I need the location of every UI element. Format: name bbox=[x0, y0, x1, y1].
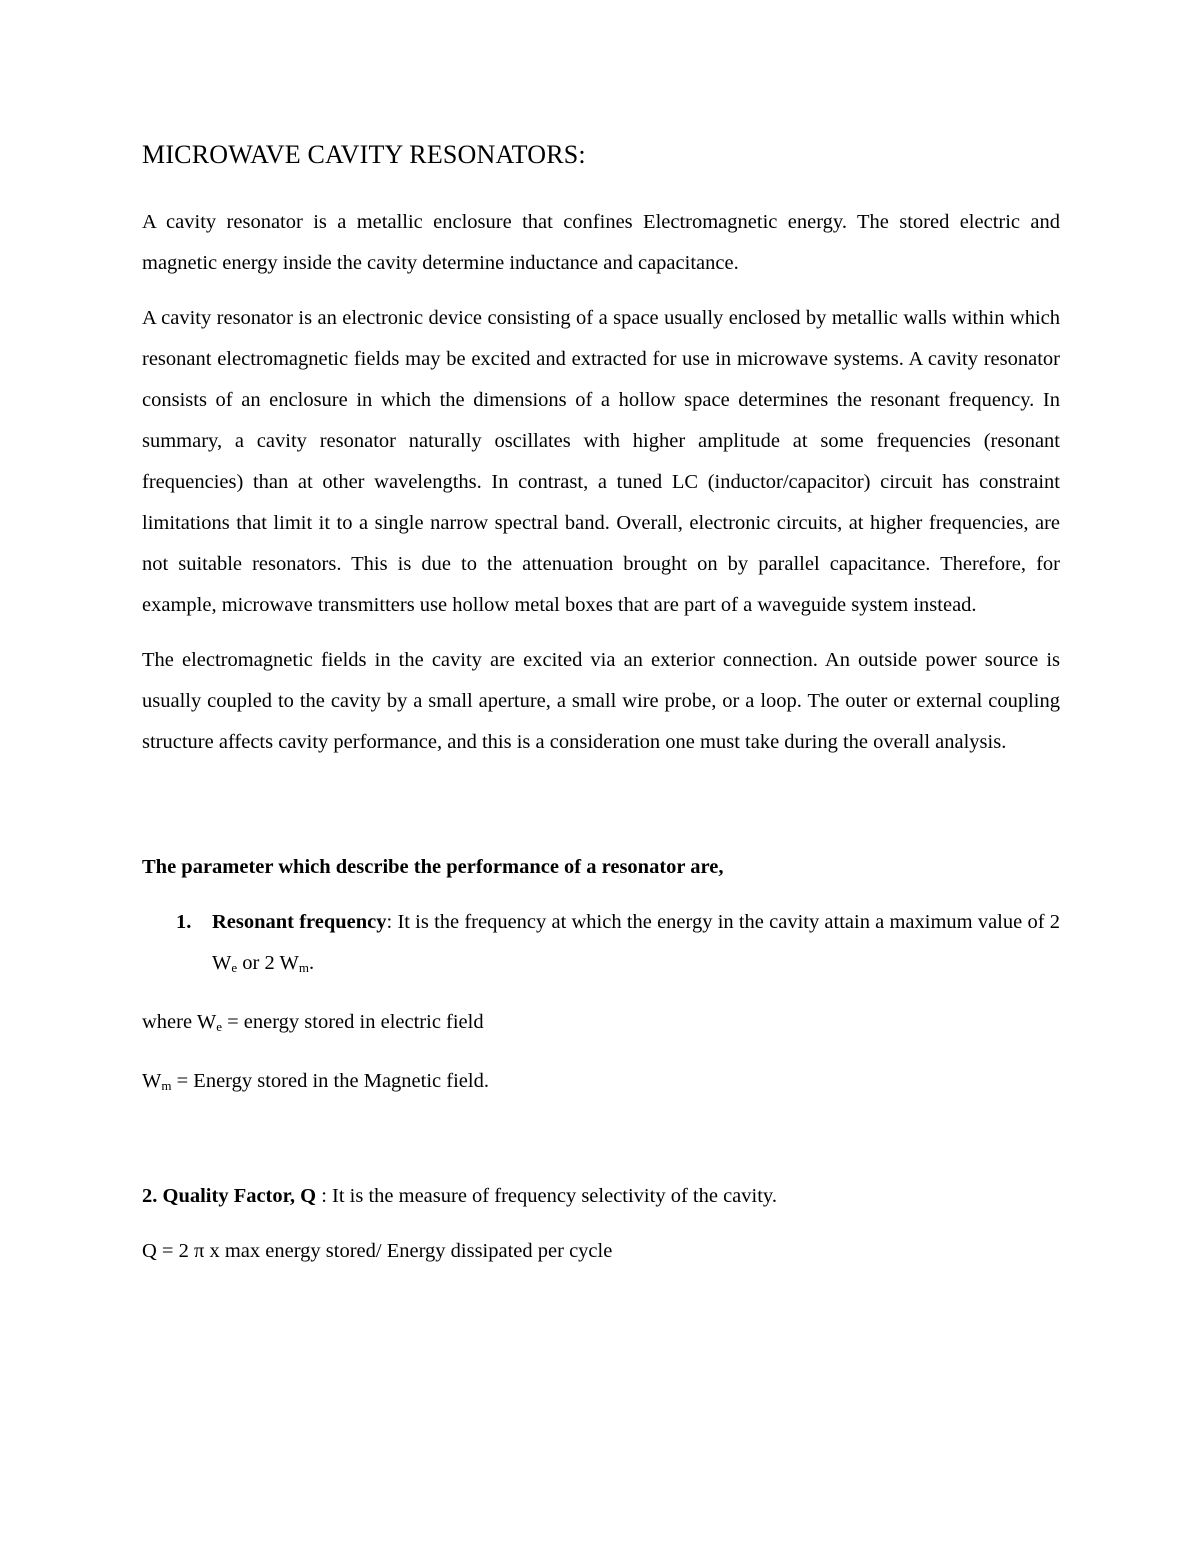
document-content bbox=[142, 140, 1060, 1272]
paragraph-cavity-definition: A cavity resonator is a metallic enclosure that confines Electromagnetic energy. The stored electric and magnetic energy inside the cavity determine inductance and capacitance. bbox=[142, 211, 1060, 274]
definition-wm bbox=[142, 1061, 1060, 1106]
resonant-frequency-text-or: or 2 W bbox=[237, 952, 299, 974]
subscript-m: m bbox=[161, 1078, 172, 1093]
quality-factor-formula: Q = 2 π x max energy stored/ Energy dissipated per cycle bbox=[142, 1240, 613, 1262]
subscript-e: e bbox=[231, 960, 238, 975]
definition-wm-text: = Energy stored in the Magnetic field. bbox=[171, 1070, 489, 1092]
quality-factor-item bbox=[142, 1176, 1060, 1217]
term-resonant-frequency: Resonant frequency bbox=[212, 911, 387, 933]
definition-wm-prefix: W bbox=[142, 1070, 162, 1092]
resonant-frequency-period: . bbox=[308, 952, 315, 974]
subscript-m: m bbox=[298, 960, 309, 975]
list-number: 1. bbox=[176, 911, 192, 933]
list-item-text bbox=[212, 902, 1060, 988]
definition-we bbox=[142, 1002, 1060, 1047]
resonant-frequency-text: : It is the frequency at which the energy in the cavity attain a maximum value of 2 W bbox=[212, 911, 1060, 974]
subscript-e: e bbox=[216, 1019, 222, 1034]
paragraph-cavity-device: A cavity resonator is an electronic device consisting of a space usually enclosed by metallic walls within which resonant electromagnetic fields may be excited and extracted for use in microwave systems. A cavity resonator consists of an enclosure in which the dimensions of a hollow space determines the resonant frequency. In summary, a cavity resonator naturally oscillates with higher amplitude at some frequencies (resonant frequencies) than at other wavelengths. In contrast, a tuned LC (inductor/capacitor) circuit has constraint limitations that limit it to a single narrow spectral band. Overall, electronic circuits, at higher frequencies, are not suitable resonators. This is due to the attenuation brought on by parallel capacitance. Therefore, for example, microwave transmitters use hollow metal boxes that are part of a waveguide system instead. bbox=[142, 307, 1060, 616]
quality-factor-text: : It is the measure of frequency selectivity of the cavity. bbox=[316, 1185, 777, 1207]
document-title: MICROWAVE CAVITY RESONATORS: bbox=[142, 140, 586, 169]
definition-we-text: = energy stored in electric field bbox=[221, 1011, 484, 1033]
parameters-heading: The parameter which describe the performance of a resonator are, bbox=[142, 856, 724, 878]
list-item-resonant-frequency bbox=[176, 902, 1060, 988]
definition-we-prefix: where W bbox=[142, 1011, 217, 1033]
term-quality-factor: 2. Quality Factor, Q bbox=[142, 1185, 317, 1207]
paragraph-excitation: The electromagnetic fields in the cavity are excited via an exterior connection. An outside power source is usually coupled to the cavity by a small aperture, a small wire probe, or a loop. The outer or external coupling structure affects cavity performance, and this is a consideration one must take during the overall analysis. bbox=[142, 649, 1060, 753]
